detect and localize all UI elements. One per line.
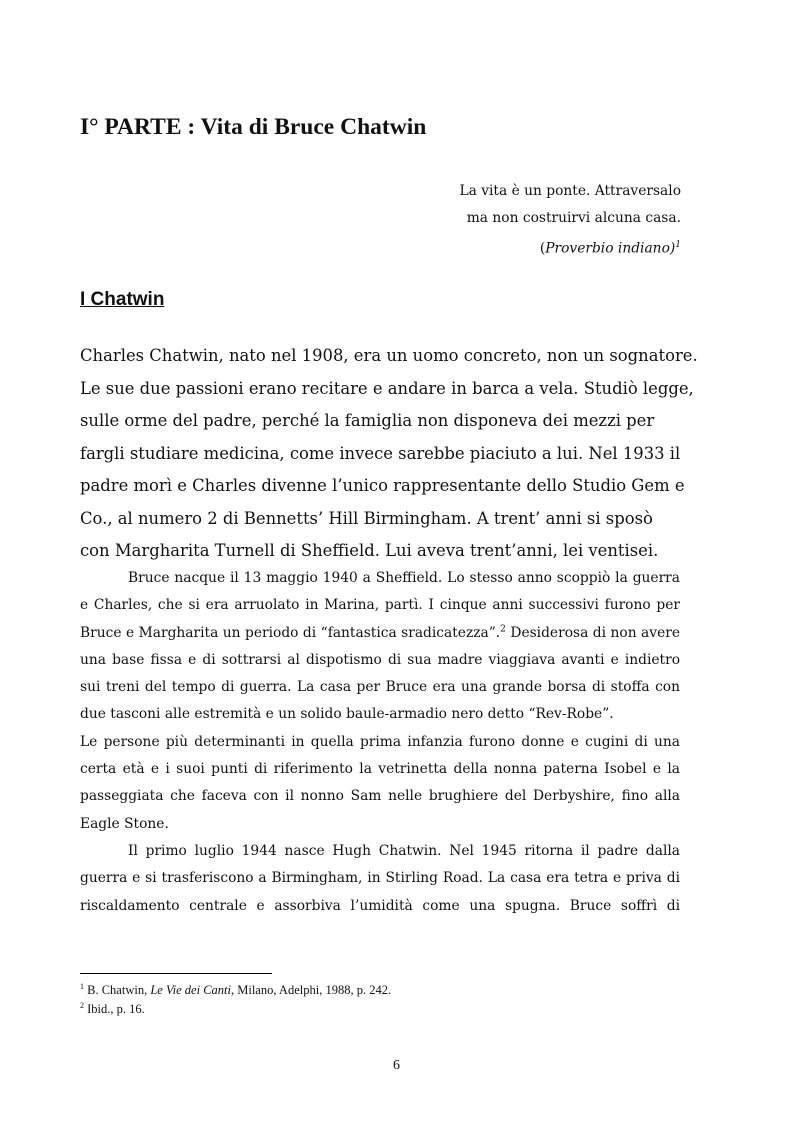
page-number: 6	[393, 1058, 400, 1073]
epigraph-line-1: La vita è un ponte. Attraversalo	[459, 183, 681, 199]
footnote-ref-1[interactable]: 1	[675, 240, 681, 250]
text-line: padre morì e Charles divenne l’unico rappresentante dello Studio Gem e	[80, 476, 685, 495]
lead-paragraph	[80, 340, 698, 568]
section-title: I Chatwin	[80, 289, 165, 310]
chapter-heading: I° PARTE : Vita di Bruce Chatwin	[80, 114, 427, 140]
footnote-text: B. Chatwin,	[84, 983, 151, 998]
footnote-text: Ibid., p. 16.	[84, 1002, 145, 1017]
footnote-2	[80, 998, 391, 1017]
text-line: Le persone più determinanti in quella prima infanzia furono donne e cugini di una	[80, 733, 680, 750]
text-line: Charles Chatwin, nato nel 1908, era un uomo concreto, non un sognatore.	[80, 346, 698, 365]
text-line: sulle orme del padre, perché la famiglia non disponeva dei mezzi per	[80, 411, 655, 430]
footnote-number: 1	[80, 982, 84, 991]
text-run: Desiderosa di non avere	[505, 624, 680, 641]
text-line: Co., al numero 2 di Bennetts’ Hill Birmingham. A trent’ anni si sposò	[80, 508, 653, 528]
text-line: riscaldamento centrale e assorbiva l’umidità come una spugna. Bruce soffrì di	[80, 897, 680, 914]
footnote-text: , Milano, Adelphi, 1988, p. 242.	[231, 983, 392, 998]
text-line: una base fissa e di sottrarsi al dispotismo di sua madre viaggiava avanti e indietro	[80, 651, 680, 668]
text-line	[80, 620, 680, 647]
epigraph-open-paren: (	[539, 240, 546, 257]
epigraph-attribution: Proverbio indiano)	[545, 240, 676, 257]
body-text	[80, 565, 680, 920]
text-line: Eagle Stone.	[80, 815, 169, 832]
footnote-1	[80, 979, 391, 998]
footnote-number: 2	[80, 1001, 84, 1011]
text-line: passeggiata che faceva con il nonno Sam nelle brughiere del Derbyshire, fino alla	[80, 788, 680, 805]
book-title: Le Vie dei Canti	[150, 983, 231, 998]
text-line: certa età e i suoi punti di riferimento la vetrinetta della nonna paterna Isobel e la	[80, 761, 680, 778]
epigraph-attribution-line	[459, 232, 681, 263]
text-line: con Margharita Turnell di Sheffield. Lui aveva trent’anni, lei ventisei.	[80, 541, 659, 560]
text-line: due tasconi alle estremità e un solido baule-armadio nero detto “Rev-Robe”.	[80, 706, 614, 723]
text-line: fargli studiare medicina, come invece sarebbe piaciuto a lui. Nel 1933 il	[80, 443, 681, 463]
epigraph-line-2: ma non costruirvi alcuna casa.	[466, 210, 681, 226]
text-run: Bruce e Margharita un periodo di “fantastica sradicatezza”.	[80, 624, 501, 641]
text-line: e Charles, che si era arruolato in Marina, partì. I cinque anni successivi furono per	[80, 597, 680, 614]
footnote-ref-2[interactable]: 2	[500, 624, 506, 634]
text-line: Le sue due passioni erano recitare e andare in barca a vela. Studiò legge,	[80, 378, 694, 398]
text-line: Il primo luglio 1944 nasce Hugh Chatwin. Nel 1945 ritorna il padre dalla	[128, 842, 680, 859]
epigraph	[459, 178, 681, 263]
text-line: Bruce nacque il 13 maggio 1940 a Sheffield. Lo stesso anno scoppiò la guerra	[128, 570, 680, 586]
text-line: guerra e si trasferiscono a Birmingham, in Stirling Road. La casa era tetra e priva di	[80, 870, 680, 887]
footnote-divider	[80, 973, 272, 974]
text-line: sui treni del tempo di guerra. La casa per Bruce era una grande borsa di stoffa con	[80, 679, 680, 696]
footnotes	[80, 979, 391, 1017]
